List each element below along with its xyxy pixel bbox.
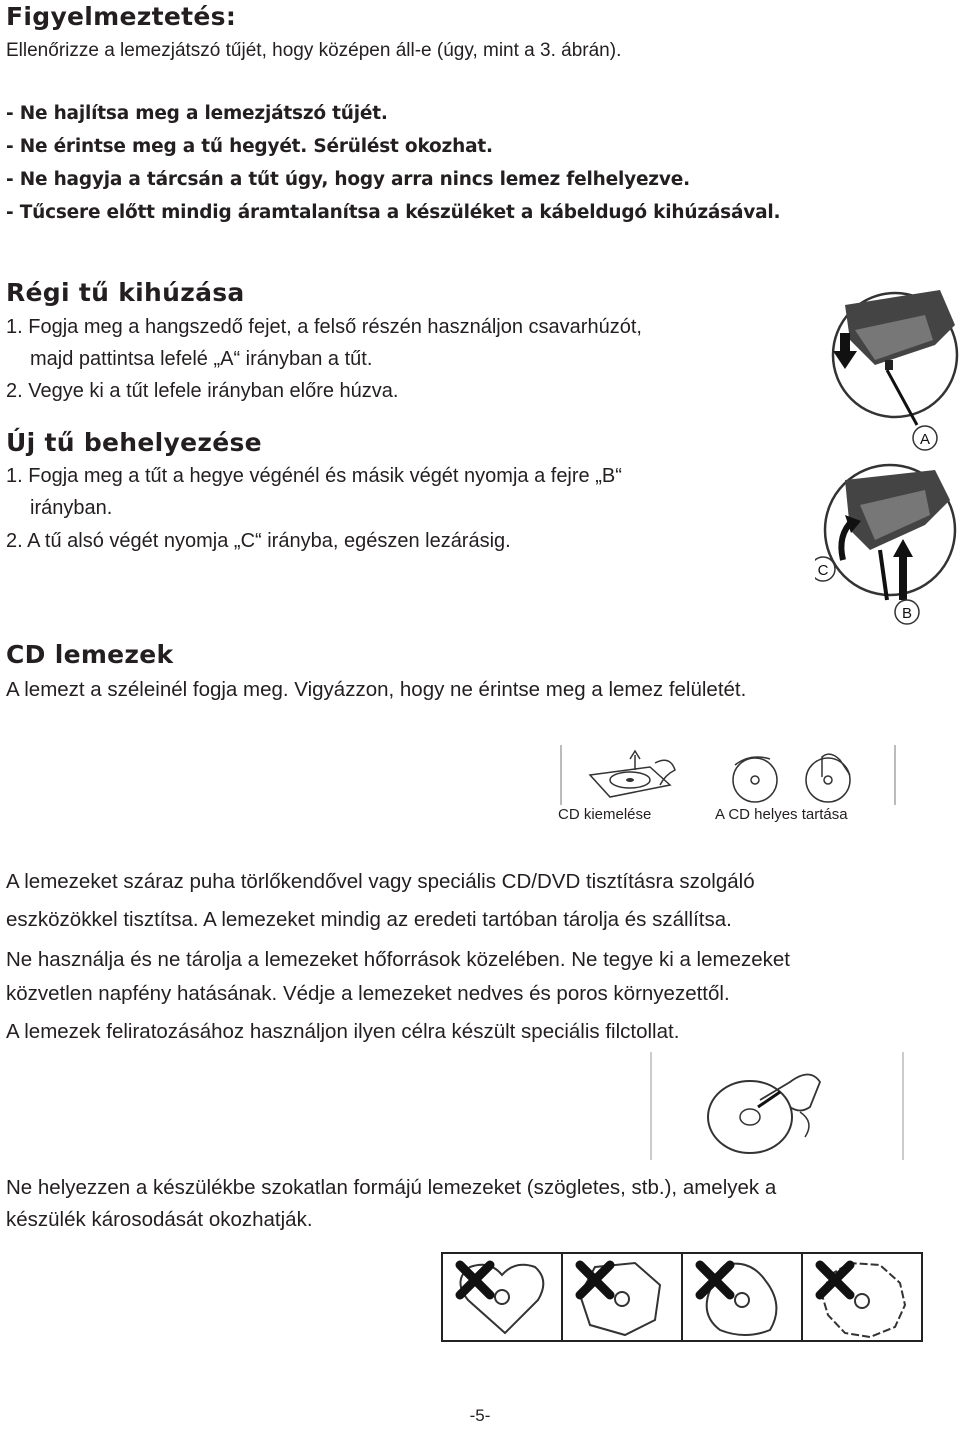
new-needle-title: Új tű behelyezése xyxy=(6,428,262,457)
warning-bullet: - Ne érintse meg a tű hegyét. Sérülést okozhat. xyxy=(6,136,493,157)
new-needle-step: 2. A tű alsó végét nyomja „C“ irányba, egészen lezárásig. xyxy=(6,530,511,552)
old-needle-step: majd pattintsa lefelé „A“ irányban a tűt. xyxy=(30,348,373,370)
cd-marker-illustration xyxy=(650,1052,905,1162)
label-b: B xyxy=(901,605,913,622)
old-needle-step: 2. Vegye ki a tűt lefele irányban előre húzva. xyxy=(6,380,399,402)
label-a: A xyxy=(919,431,931,448)
cd-paragraph-line: Ne használja és ne tárolja a lemezeket hőforrások közelében. Ne tegye ki a lemezeket xyxy=(6,948,790,971)
old-needle-step: 1. Fogja meg a hangszedő fejet, a felső részén használjon csavarhúzót, xyxy=(6,316,642,338)
caption-cd-holding: A CD helyes tartása xyxy=(715,806,848,823)
cd-paragraph-line: közvetlen napfény hatásának. Védje a lemezeket nedves és poros környezettől. xyxy=(6,982,730,1005)
label-c: C xyxy=(817,562,829,579)
odd-shape-discs-illustration xyxy=(390,1245,930,1345)
cd-paragraph-line: A lemezeket száraz puha törlőkendővel vagy speciális CD/DVD tisztításra szolgáló xyxy=(6,870,755,893)
cd-handling-illustration xyxy=(560,745,900,807)
warning-title: Figyelmeztetés: xyxy=(6,2,237,31)
old-needle-title: Régi tű kihúzása xyxy=(6,278,245,307)
cd-title: CD lemezek xyxy=(6,640,174,669)
page-number: -5- xyxy=(469,1406,491,1425)
cd-paragraph-line: eszközökkel tisztítsa. A lemezeket mindig az eredeti tartóban tárolja és szállítsa. xyxy=(6,908,732,931)
new-needle-step: irányban. xyxy=(30,497,113,519)
warning-intro: Ellenőrizze a lemezjátszó tűjét, hogy középen áll-e (úgy, mint a 3. ábrán). xyxy=(6,40,622,61)
needle-replacement-illustration xyxy=(815,285,960,635)
warning-bullet: - Tűcsere előtt mindig áramtalanítsa a készüléket a kábeldugó kihúzásával. xyxy=(6,202,781,223)
caption-cd-ejection: CD kiemelése xyxy=(558,806,652,823)
warning-bullet: - Ne hajlítsa meg a lemezjátszó tűjét. xyxy=(6,103,388,124)
cd-paragraph-line: Ne helyezzen a készülékbe szokatlan formájú lemezeket (szögletes, stb.), amelyek a xyxy=(6,1176,777,1199)
cd-paragraph-line: A lemezek feliratozásához használjon ilyen célra készült speciális filctollat. xyxy=(6,1020,680,1043)
cd-intro: A lemezt a széleinél fogja meg. Vigyázzon, hogy ne érintse meg a lemez felületét. xyxy=(6,678,747,701)
new-needle-step: 1. Fogja meg a tűt a hegye végénél és másik végét nyomja a fejre „B“ xyxy=(6,465,622,487)
cd-paragraph-line: készülék károsodását okozhatják. xyxy=(6,1208,313,1231)
warning-bullet: - Ne hagyja a tárcsán a tűt úgy, hogy arra nincs lemez felhelyezve. xyxy=(6,169,690,190)
